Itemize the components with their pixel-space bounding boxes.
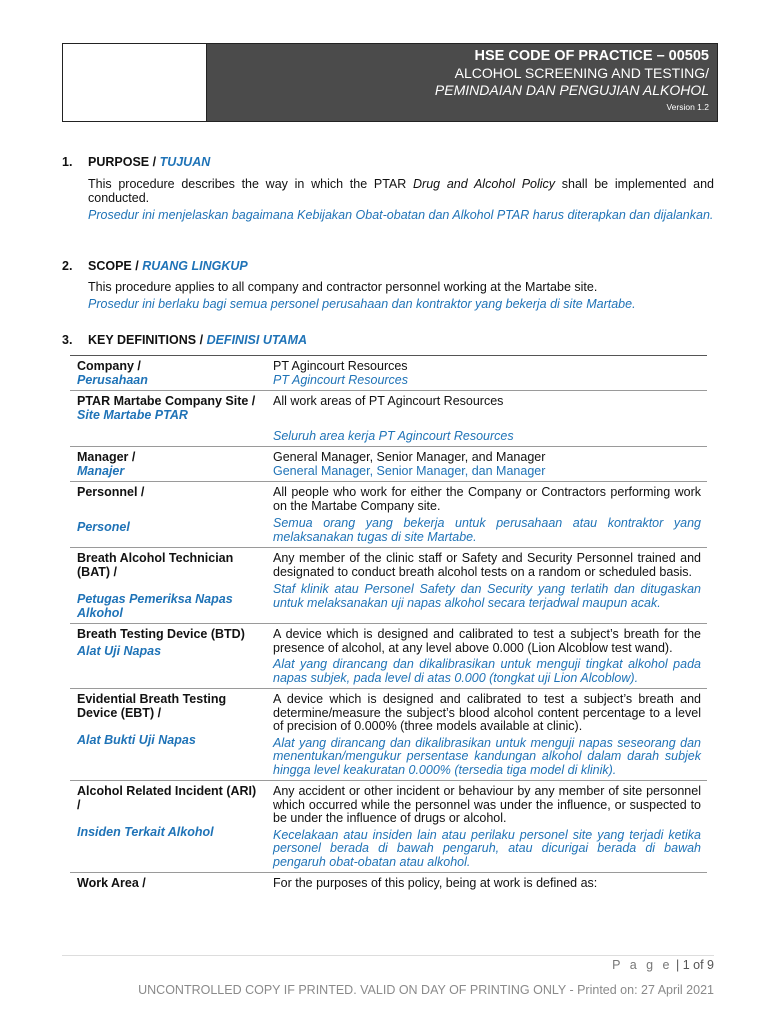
table-row <box>70 356 707 391</box>
definition-term <box>70 624 266 689</box>
section-title: SCOPE / <box>88 259 139 273</box>
definition-term <box>70 356 266 391</box>
table-row <box>70 781 707 873</box>
policy-name: Drug and Alcohol Policy <box>413 177 556 191</box>
page-number <box>612 958 714 972</box>
definition-term <box>70 482 266 548</box>
definition-description <box>266 548 707 624</box>
definition-description <box>266 482 707 548</box>
term-id: Petugas Pemeriksa Napas Alkohol <box>77 592 233 620</box>
section-title: KEY DEFINITIONS / <box>88 333 204 347</box>
scope-text-en: This procedure applies to all company and contractor personnel working at the Martabe site. <box>88 280 598 294</box>
term-id: Site Martabe PTAR <box>77 407 188 422</box>
section-purpose <box>62 155 714 222</box>
table-row <box>70 391 707 447</box>
page-count: | 1 of 9 <box>676 958 714 972</box>
desc-en: PT Agincourt Resources <box>273 359 408 373</box>
definition-term <box>70 781 266 873</box>
section-number: 1. <box>62 155 73 169</box>
table-row <box>70 482 707 548</box>
document-subtitle-en: ALCOHOL SCREENING AND TESTING/ <box>454 65 709 81</box>
term-id: Personel <box>77 519 130 534</box>
purpose-text-en <box>88 177 714 205</box>
definition-description <box>266 781 707 873</box>
term-id: Alat Bukti Uji Napas <box>77 733 196 747</box>
section-definitions-heading <box>62 333 714 347</box>
document-header <box>62 43 718 122</box>
desc-id: Kecelakaan atau insiden lain atau perilaku personel site yang terjadi ketika personel berada di bawah pengaruh, atau dicurigai berada di bawah pengaruh obat-obatan atau alkohol. <box>273 827 701 869</box>
section-title: PURPOSE / <box>88 155 157 169</box>
definition-term <box>70 873 266 894</box>
term-en: Work Area / <box>77 876 146 890</box>
page-label: P a g e <box>612 958 673 972</box>
purpose-text-part: This procedure describes the way in which the PTAR <box>88 177 414 191</box>
section-definitions <box>62 333 714 347</box>
definition-description <box>266 391 707 447</box>
definition-description <box>266 624 707 689</box>
table-row <box>70 873 707 894</box>
desc-id: Seluruh area kerja PT Agincourt Resources <box>273 428 514 443</box>
desc-id: Alat yang dirancang dan dikalibrasikan untuk menguji napas seseorang dan menentukan/mengukur persentase kandungan alkohol dalam darah subjek hingga level keakuratan 0.000% (tersedia tiga model di klinik). <box>273 735 701 777</box>
term-en: Breath Testing Device (BTD) <box>77 627 245 641</box>
desc-en: Any member of the clinic staff or Safety and Security Personnel trained and designated to conduct breath alcohol tests on a random or scheduled basis. <box>273 551 701 579</box>
footer-divider <box>62 955 714 956</box>
uncontrolled-copy-notice: UNCONTROLLED COPY IF PRINTED. VALID ON DAY OF PRINTING ONLY - Printed on: 27 April 2021 <box>138 983 714 997</box>
term-en: Company / <box>77 359 141 373</box>
desc-en: For the purposes of this policy, being at work is defined as: <box>273 876 598 890</box>
definition-term <box>70 689 266 781</box>
table-row <box>70 548 707 624</box>
definitions-table <box>70 355 707 894</box>
desc-id: Alat yang dirancang dan dikalibrasikan untuk menguji tingkat alkohol pada napas subjek, pada level di atas 0.000 (tongkat uji Lion Alcoblow). <box>273 657 701 685</box>
table-row <box>70 689 707 781</box>
term-id: Manajer <box>77 463 125 478</box>
purpose-text-part: shall be implemented and conducted. <box>88 177 714 205</box>
desc-en: General Manager, Senior Manager, and Manager <box>273 450 546 464</box>
document-title: HSE CODE OF PRACTICE – 00505 <box>474 48 709 64</box>
definition-description <box>266 356 707 391</box>
definition-term <box>70 548 266 624</box>
section-title-id: TUJUAN <box>159 155 211 169</box>
table-row <box>70 447 707 482</box>
scope-text-id: Prosedur ini berlaku bagi semua personel perusahaan dan kontraktor yang bekerja di site Martabe. <box>88 297 636 311</box>
section-title-id: RUANG LINGKUP <box>142 259 248 273</box>
definition-description <box>266 447 707 482</box>
definition-term <box>70 447 266 482</box>
section-purpose-heading <box>62 155 714 169</box>
section-number: 3. <box>62 333 73 347</box>
section-title-id: DEFINISI UTAMA <box>206 333 308 347</box>
desc-id: Staf klinik atau Personel Safety dan Security yang terlatih dan ditugaskan untuk melaksanakan uji napas alkohol secara terjadwal maupun acak. <box>273 582 701 610</box>
term-en: PTAR Martabe Company Site / <box>77 394 256 408</box>
desc-en: All people who work for either the Company or Contractors performing work on the Martabe Company site. <box>273 485 701 513</box>
term-en: Manager / <box>77 450 136 464</box>
desc-en: Any accident or other incident or behaviour by any member of site personnel which occurred while the personnel was under the influence, or suspected to be under the influence of drugs or alcohol. <box>273 784 701 825</box>
desc-id: PT Agincourt Resources <box>273 372 409 387</box>
term-en: Personnel / <box>77 485 145 499</box>
term-en: Alcohol Related Incident (ARI) / <box>77 784 257 812</box>
term-id: Perusahaan <box>77 372 148 387</box>
section-scope <box>62 259 714 311</box>
desc-en: All work areas of PT Agincourt Resources <box>273 394 504 408</box>
purpose-text-id: Prosedur ini menjelaskan bagaimana Kebijakan Obat-obatan dan Alkohol PTAR harus diterapkan dan dijalankan. <box>88 208 714 222</box>
section-scope-heading <box>62 259 714 273</box>
logo-placeholder <box>63 44 207 121</box>
desc-id: General Manager, Senior Manager, dan Manager <box>273 463 546 478</box>
document-version: Version 1.2 <box>666 102 709 112</box>
term-id: Insiden Terkait Alkohol <box>77 825 214 839</box>
term-en: Evidential Breath Testing Device (EBT) / <box>77 692 227 720</box>
definition-term <box>70 391 266 447</box>
table-row <box>70 624 707 689</box>
definition-description <box>266 689 707 781</box>
header-title-block <box>207 44 717 121</box>
term-en: Breath Alcohol Technician (BAT) / <box>77 551 234 579</box>
document-subtitle-id: PEMINDAIAN DAN PENGUJIAN ALKOHOL <box>434 82 709 98</box>
section-number: 2. <box>62 259 73 273</box>
desc-en: A device which is designed and calibrated to test a subject’s breath and determine/measure the subject’s blood alcohol content percentage to a level of precision of 0.000% (three models available at clinic). <box>273 692 701 733</box>
desc-id: Semua orang yang bekerja untuk perusahaan atau kontraktor yang melaksanakan tugas di site Martabe. <box>273 516 701 544</box>
definition-description <box>266 873 707 894</box>
term-id: Alat Uji Napas <box>77 643 162 658</box>
desc-en: A device which is designed and calibrated to test a subject’s breath for the presence of alcohol, at any level above 0.000 (Lion Alcoblow test wand). <box>273 627 701 655</box>
